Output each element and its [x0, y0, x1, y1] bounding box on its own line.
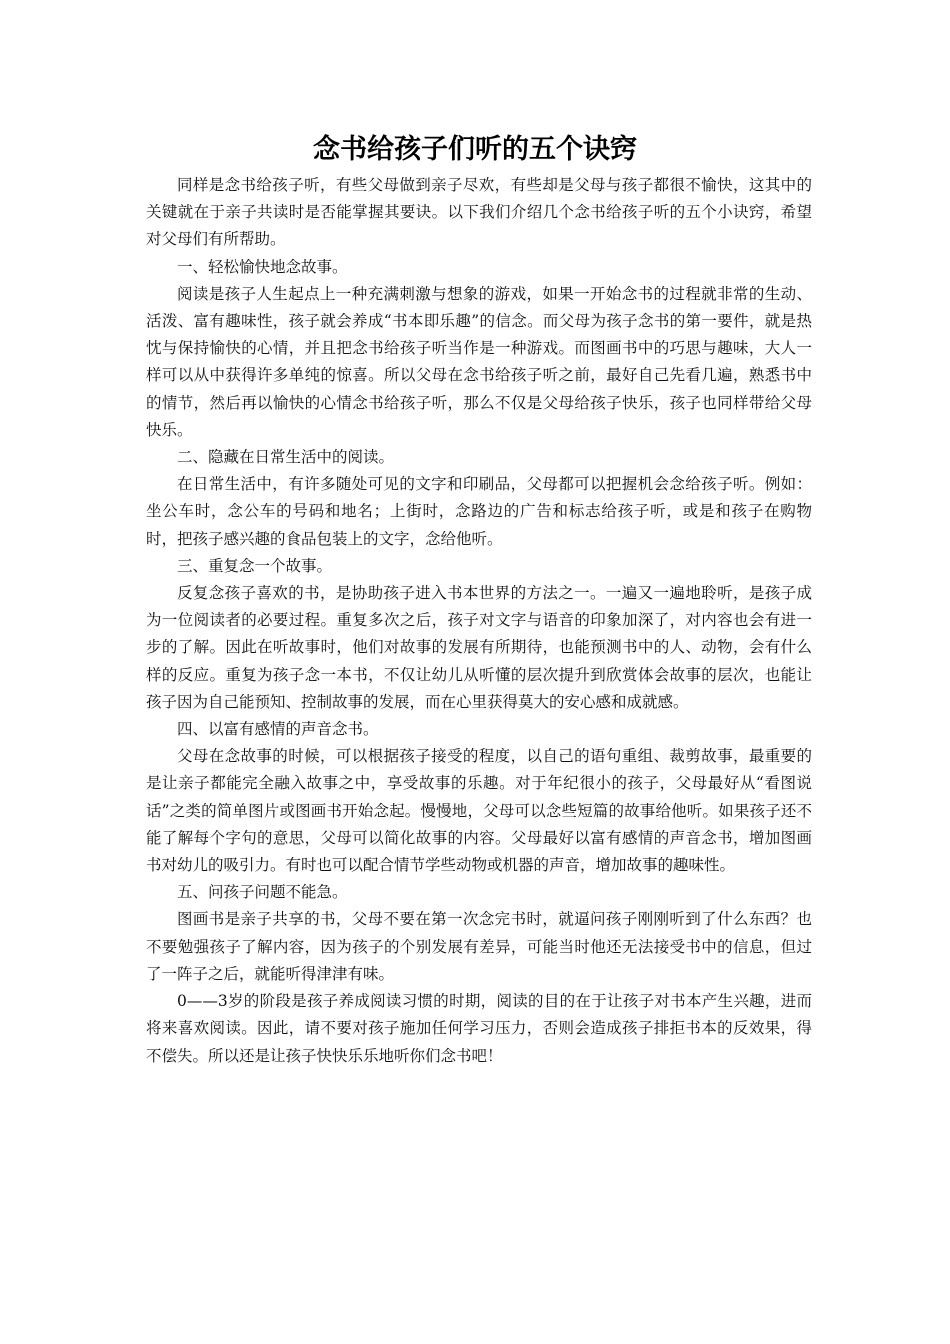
- body-paragraph: 父母在念故事的时候，可以根据孩子接受的程度，以自己的语句重组、裁剪故事，最重要的是让亲子都能完全融入故事之中，享受故事的乐趣。对于年纪很小的孩子，父母最好从“看图说话”之类的简单图片或图画书开始念起。慢慢地，父母可以念些短篇的故事给他听。如果孩子还不能了解每个字句的意思，父母可以简化故事的内容。父母最好以富有感情的声音念书，增加图画书对幼儿的吸引力。有时也可以配合情节学些动物或机器的声音，增加故事的趣味性。: [146, 747, 812, 875]
- section-heading-2: 二、隐藏在日常生活中的阅读。: [177, 448, 395, 467]
- body-paragraph: 图画书是亲子共享的书，父母不要在第一次念完书时，就逼问孩子刚刚听到了什么东西？也不要勉强孩子了解内容，因为孩子的个别发展有差异，可能当时他还无法接受书中的信息，但过了一阵子之后，就能听得津津有味。: [146, 910, 812, 983]
- body-paragraph: 阅读是孩子人生起点上一种充满刺激与想象的游戏，如果一开始念书的过程就非常的生动、活泼、富有趣味性，孩子就会养成“书本即乐趣”的信念。而父母为孩子念书的第一要件，就是热忱与保持愉快的心情，并且把念书给孩子听当作是一种游戏。而图画书中的巧思与趣味，大人一样可以从中获得许多单纯的惊喜。所以父母在念书给孩子听之前，最好自己先看几遍，熟悉书中的情节，然后再以愉快的心情念书给孩子听，那么不仅是父母给孩子快乐，孩子也同样带给父母快乐。: [146, 284, 812, 439]
- section-heading-5: 五、问孩子问题不能急。: [177, 883, 348, 902]
- section-heading-4: 四、以富有感情的声音念书。: [177, 720, 379, 739]
- document-body: [146, 172, 812, 1070]
- body-paragraph: 在日常生活中，有许多随处可见的文字和印刷品，父母都可以把握机会念给孩子听。例如：坐公车时，念公车的号码和地名；上街时，念路边的广告和标志给孩子听，或是和孩子在购物时，把孩子感兴趣的食品包装上的文字，念给他听。: [146, 475, 812, 548]
- intro-paragraph: 同样是念书给孩子听，有些父母做到亲子尽欢，有些却是父母与孩子都很不愉快，这其中的关键就在于亲子共读时是否能掌握其要诀。以下我们介绍几个念书给孩子听的五个小诀窍，希望对父母们有所帮助。: [146, 176, 812, 249]
- section-heading-1: 一、轻松愉快地念故事。: [177, 257, 348, 276]
- closing-paragraph: 0——3岁的阶段是孩子养成阅读习惯的时期，阅读的目的在于让孩子对书本产生兴趣，进而将来喜欢阅读。因此，请不要对孩子施加任何学习压力，否则会造成孩子排拒书本的反效果，得不偿失。所以还是让孩子快快乐乐地听你们念书吧！: [146, 992, 812, 1065]
- document-title: 念书给孩子们听的五个诀窍: [313, 134, 637, 165]
- body-paragraph: 反复念孩子喜欢的书，是协助孩子进入书本世界的方法之一。一遍又一遍地聆听，是孩子成为一位阅读者的必要过程。重复多次之后，孩子对文字与语音的印象加深了，对内容也会有进一步的了解。因此在听故事时，他们对故事的发展有所期待，也能预测书中的人、动物，会有什么样的反应。重复为孩子念一本书，不仅让幼儿从听懂的层次提升到欣赏体会故事的层次，也能让孩子因为自己能预知、控制故事的发展，而在心里获得莫大的安心感和成就感。: [146, 584, 812, 711]
- section-heading-3: 三、重复念一个故事。: [177, 556, 333, 575]
